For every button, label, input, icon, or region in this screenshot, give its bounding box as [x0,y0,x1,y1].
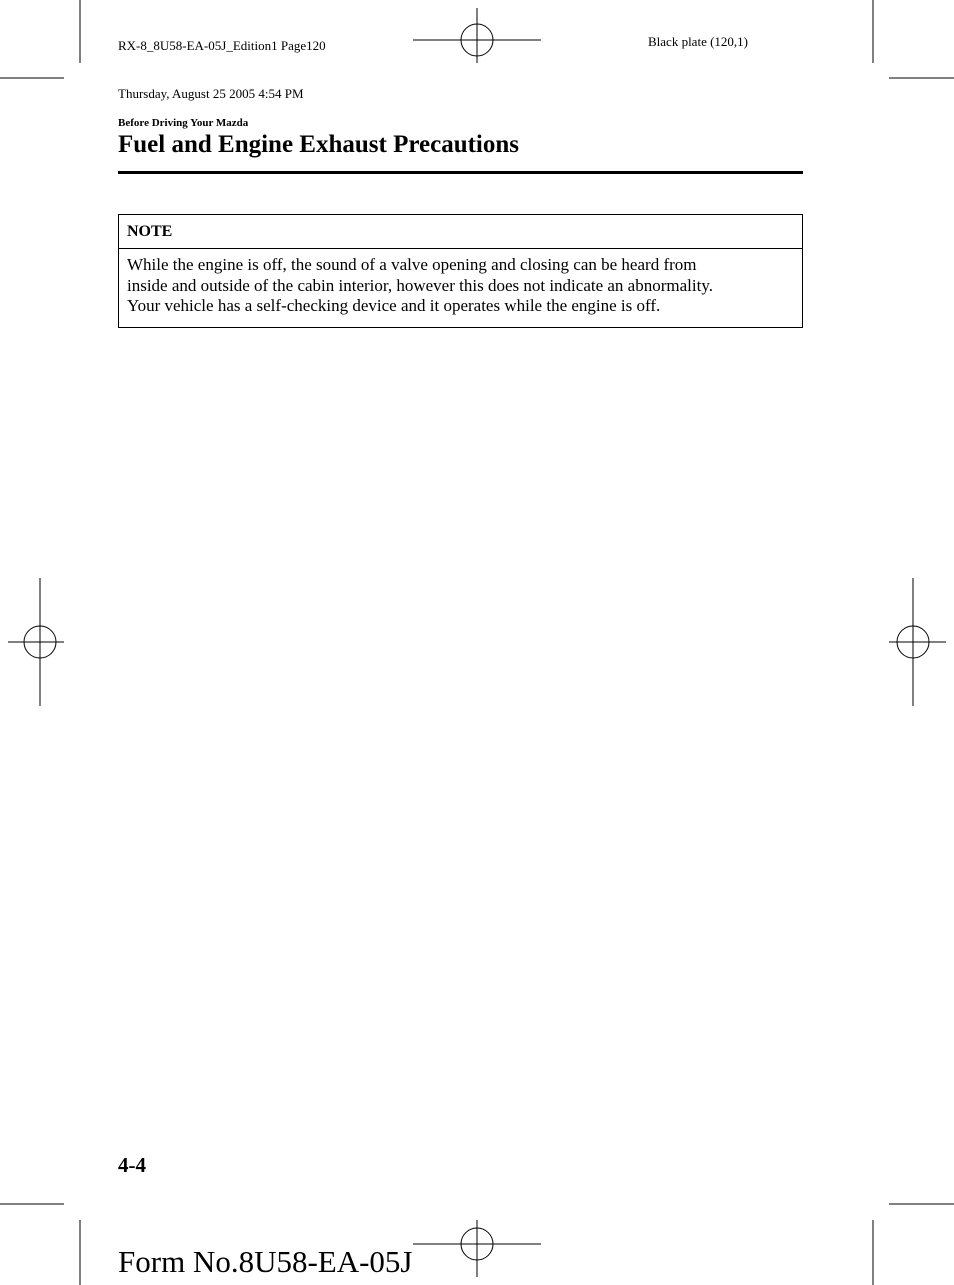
section-label: Before Driving Your Mazda [118,117,249,129]
registration-mark-right [889,578,946,706]
black-plate-label: Black plate (120,1) [648,34,748,49]
registration-mark-left [8,578,64,706]
note-line-3: Your vehicle has a self-checking device and it operates while the engine is off. [127,296,661,315]
form-number: Form No.8U58-EA-05J [118,1244,413,1279]
page-title: Fuel and Engine Exhaust Precautions [118,131,520,158]
note-body [119,249,802,327]
note-line-1: While the engine is off, the sound of a valve opening and closing can be heard from [127,255,697,274]
note-heading: NOTE [119,215,802,249]
registration-mark-top [413,8,541,63]
registration-mark-bottom [413,1220,541,1277]
title-rule [118,171,803,174]
page-number: 4-4 [118,1153,146,1177]
note-line-2: inside and outside of the cabin interior, however this does not indicate an abnormality. [127,275,713,295]
note-box [118,214,803,328]
slug-line-2: Thursday, August 25 2005 4:54 PM [118,86,304,101]
slug-line-1: RX-8_8U58-EA-05J_Edition1 Page120 [118,38,326,53]
print-slug [118,6,326,118]
